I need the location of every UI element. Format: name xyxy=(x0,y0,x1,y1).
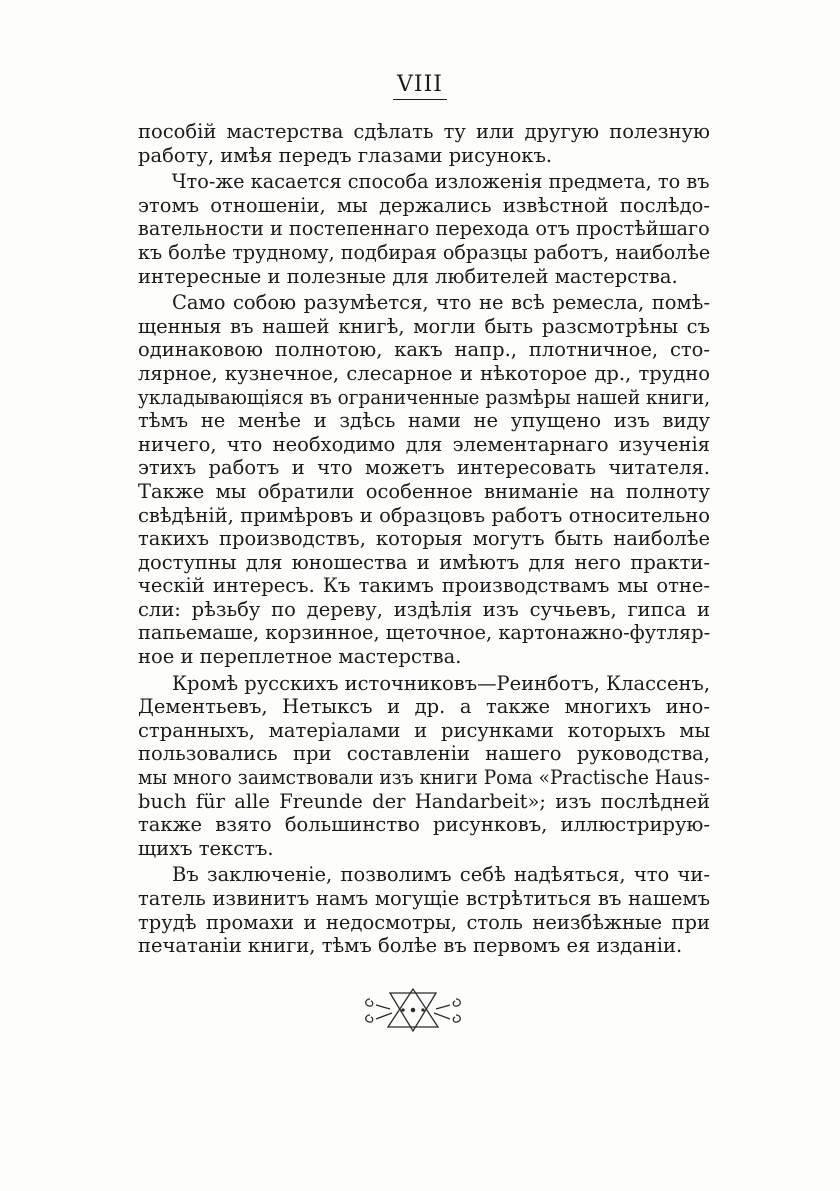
text-line: мы много заимствовали изъ книги Рома «Practische Haus- xyxy=(138,766,710,790)
text-line: странныхъ, матеріалами и рисунками которыхъ мы xyxy=(138,718,710,742)
text-line: татель извинитъ намъ могущіе встрѣтиться въ нашемъ xyxy=(138,887,710,910)
text-line: свѣдѣній, примѣровъ и образцовъ работъ относительно xyxy=(138,503,710,527)
text-line: buch für alle Freunde der Handarbeit»; изъ послѣдней xyxy=(138,789,710,813)
text-line: Само собою разумѣется, что не всѣ ремесла, помѣ- xyxy=(172,291,710,315)
text-line: ничего, что необходимо для элементарнаго изученія xyxy=(138,432,710,456)
paragraph-method xyxy=(138,170,710,288)
text-line: одинаковою полнотою, какъ напр., плотничное, сто- xyxy=(138,338,710,362)
text-line: пользовались при составленіи нашего руководства, xyxy=(138,742,710,766)
paragraph-conclusion xyxy=(138,863,710,957)
paragraph-crafts xyxy=(138,291,710,669)
text-line: интересные и полезные для любителей мастерства. xyxy=(138,264,678,288)
text-line: ческій интересъ. Къ такимъ производствамъ мы отне- xyxy=(138,574,710,598)
body-text xyxy=(138,120,710,958)
text-line: работу, имѣя передъ глазами рисунокъ. xyxy=(138,143,553,167)
text-line: такихъ производствъ, которыя могутъ быть наиболѣе xyxy=(138,527,710,551)
text-line: Что-же касается способа изложенія предмета, то въ xyxy=(171,170,710,194)
text-line: вательности и постепеннаго перехода отъ простѣйшаго xyxy=(138,217,710,241)
text-line: этомъ отношеніи, мы держались извѣстной послѣдо- xyxy=(138,193,710,217)
tailpiece-ornament-icon xyxy=(358,985,468,1037)
text-line: также взято большинство рисунковъ, иллюстрирую- xyxy=(138,813,710,837)
text-line: тѣмъ не менѣе и здѣсь нами не упущено изъ виду xyxy=(138,409,710,433)
text-line: Кромѣ русскихъ источниковъ—Реинботъ, Классенъ, xyxy=(171,671,711,695)
paragraph-sources xyxy=(138,672,710,861)
text-line: Дементьевъ, Нетыксъ и др. а также многихъ ино- xyxy=(138,695,710,719)
text-line: этихъ работъ и что можетъ интересовать читателя. xyxy=(138,456,710,480)
text-line: Также мы обратили особенное вниманіе на полноту xyxy=(138,479,710,503)
text-line: пособій мастерства сдѣлать ту или другую полезную xyxy=(138,120,710,143)
text-line: доступны для юношества и имѣютъ для него практи- xyxy=(138,550,710,574)
text-line: къ болѣе трудному, подбирая образцы работъ, наиболѣе xyxy=(138,240,711,264)
text-line: щенныя въ нашей книгѣ, могли быть разсмотрѣны съ xyxy=(138,314,710,338)
text-line: лярное, кузнечное, слесарное и нѣкоторое др., трудно xyxy=(138,361,710,385)
text-line: Въ заключеніе, позволимъ себѣ надѣяться, что чи- xyxy=(172,863,710,887)
text-line: сли: рѣзьбу по дереву, издѣлія изъ сучьевъ, гипса и xyxy=(138,597,710,621)
text-line: укладывающіяся въ ограниченные размѣры нашей книги, xyxy=(138,385,711,409)
paragraph-continuation xyxy=(138,120,710,167)
page-number xyxy=(0,72,840,100)
text-line: щихъ текстъ. xyxy=(138,836,274,860)
text-line: трудѣ промахи и недосмотры, столь неизбѣжные при xyxy=(138,910,710,934)
text-line: ное и переплетное мастерства. xyxy=(138,645,462,669)
text-line: печатаніи книги, тѣмъ болѣе въ первомъ ея изданіи. xyxy=(138,934,683,958)
text-line: папьемаше, корзинное, щеточное, картонажно-футляр- xyxy=(138,621,711,645)
page-number-label: VIII xyxy=(393,72,447,100)
